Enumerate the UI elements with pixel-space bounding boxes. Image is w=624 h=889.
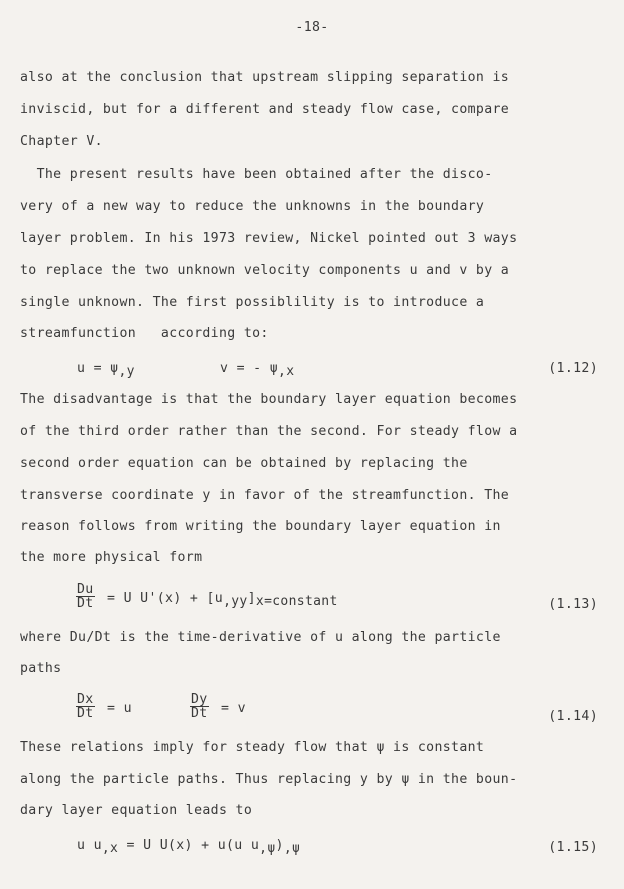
equation-number: (1.12) [548, 361, 598, 376]
equation-1-14-a: = u [107, 701, 132, 716]
text-line: where Du/Dt is the time-derivative of u along the particle [20, 630, 501, 645]
fraction-denominator: Dt [191, 706, 208, 721]
equation-text: ] [247, 591, 256, 606]
text-line: layer problem. In his 1973 review, Nickel pointed out 3 ways [20, 231, 518, 246]
equation-number: (1.13) [548, 597, 598, 612]
equation-subscript: ,x [101, 841, 119, 856]
fraction-du-dt [76, 583, 95, 610]
text-line: The present results have been obtained after the disco- [20, 167, 493, 182]
equation-subscript: ,yy [223, 594, 248, 609]
fraction-numerator: Dy [191, 692, 208, 707]
equation-text: u u [77, 838, 102, 853]
text-line: reason follows from writing the boundary layer equation in [20, 519, 501, 534]
text-line: The disadvantage is that the boundary layer equation becomes [20, 392, 518, 407]
page-number: -18- [295, 20, 329, 35]
text-line: along the particle paths. Thus replacing y by ψ in the boun- [20, 772, 518, 787]
text-line: second order equation can be obtained by replacing the [20, 456, 468, 471]
text-line: also at the conclusion that upstream slipping separation is [20, 70, 510, 85]
fraction-dy-dt [190, 693, 209, 720]
equation-1-12-v [220, 361, 294, 377]
text-line: very of a new way to reduce the unknowns in the boundary [20, 199, 485, 214]
fraction-numerator: Du [77, 582, 94, 597]
fraction-numerator: Dx [77, 692, 94, 707]
text-line: single unknown. The first possiblility is to introduce a [20, 295, 485, 310]
equation-number: (1.15) [548, 840, 598, 855]
equation-text: ) [275, 838, 284, 853]
fraction-dx-dt [76, 693, 95, 720]
equation-text: u = ψ [77, 361, 119, 376]
fraction-denominator: Dt [77, 596, 94, 611]
equation-text: v = - ψ [220, 361, 279, 376]
equation-subscript: ,ψ [259, 841, 276, 856]
text-line: streamfunction according to: [20, 326, 269, 341]
equation-subscript: ,x [278, 364, 295, 379]
text-line: Chapter V. [20, 134, 103, 149]
text-line: dary layer equation leads to [20, 803, 253, 818]
equation-1-13 [107, 591, 338, 607]
text-line: transverse coordinate y in favor of the streamfunction. The [20, 488, 510, 503]
equation-1-14-b: = v [221, 701, 246, 716]
fraction-denominator: Dt [77, 706, 94, 721]
text-line: the more physical form [20, 550, 203, 565]
equation-text: = U U'(x) + [u [107, 591, 224, 606]
text-line: paths [20, 661, 62, 676]
equation-1-15 [77, 838, 300, 854]
text-line: of the third order rather than the second. For steady flow a [20, 424, 518, 439]
equation-number: (1.14) [548, 709, 598, 724]
equation-subscript: ,y [118, 364, 135, 379]
text-line: inviscid, but for a different and steady flow case, compare [20, 102, 510, 117]
text-line: to replace the two unknown velocity components u and v by a [20, 263, 510, 278]
text-line: These relations imply for steady flow that ψ is constant [20, 740, 485, 755]
equation-1-12-u [77, 361, 135, 377]
equation-subscript: ,ψ [283, 841, 301, 856]
equation-text: = U U(x) + u(u u [126, 838, 260, 853]
equation-subscript: x=constant [255, 594, 338, 609]
